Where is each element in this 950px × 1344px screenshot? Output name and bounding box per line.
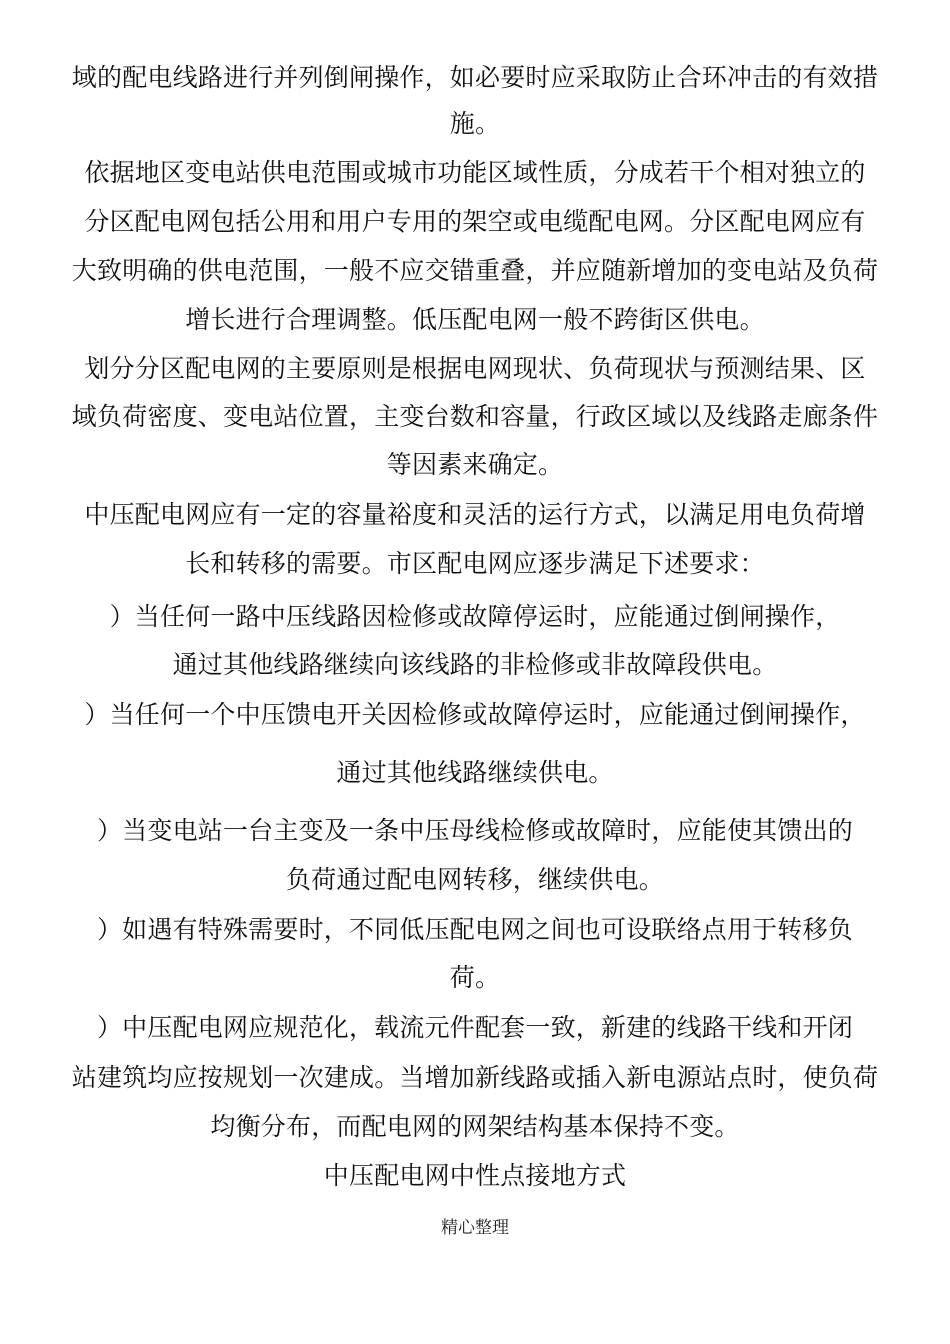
text-line: 均衡分布，而配电网的网架结构基本保持不变。 (210, 1112, 740, 1141)
text-line: 大致明确的供电范围，一般不应交错重叠，并应随新增加的变电站及负荷 (71, 256, 879, 285)
section-heading: 中压配电网中性点接地方式 (323, 1161, 627, 1190)
page-footer: 精心整理 (441, 1218, 509, 1238)
text-line: 等因素来确定。 (386, 450, 564, 479)
text-line: 划分分区配电网的主要原则是根据电网现状、负荷现状与预测结果、区 (84, 354, 866, 383)
text-line: 分区配电网包括公用和用户专用的架空或电缆配电网。分区配电网应有 (84, 207, 866, 236)
text-line: 站建筑均应按规划一次建成。当增加新线路或插入新电源站点时，使负荷 (71, 1063, 879, 1092)
text-line: ）如遇有特殊需要时，不同低压配电网之间也可设联络点用于转移负 (96, 915, 853, 944)
text-line: ）当任何一个中压馈电开关因检修或故障停运时，应能通过倒闸操作， (84, 700, 866, 729)
text-line: ）当任何一路中压线路因检修或故障停运时，应能通过倒闸操作， (109, 602, 841, 631)
text-line: 中压配电网应有一定的容量裕度和灵活的运行方式，以满足用电负荷增 (84, 500, 866, 529)
text-line: 增长进行合理调整。低压配电网一般不跨街区供电。 (185, 305, 765, 334)
text-line: 域的配电线路进行并列倒闸操作，如必要时应采取防止合环冲击的有效措 (71, 63, 879, 92)
text-line: 依据地区变电站供电范围或城市功能区域性质，分成若干个相对独立的 (84, 158, 866, 187)
text-line: 域负荷密度、变电站位置，主变台数和容量，行政区域以及线路走廊条件 (71, 402, 879, 431)
text-line: ）当变电站一台主变及一条中压母线检修或故障时，应能使其馈出的 (96, 816, 853, 845)
text-line: 通过其他线路继续供电。 (336, 758, 614, 787)
text-line: 施。 (449, 109, 501, 138)
text-line: 负荷通过配电网转移，继续供电。 (285, 865, 664, 894)
text-line: 通过其他线路继续向该线路的非检修或非故障段供电。 (172, 650, 778, 679)
text-line: 荷。 (449, 963, 501, 992)
text-line: ）中压配电网应规范化，载流元件配套一致，新建的线路干线和开闭 (96, 1013, 853, 1042)
text-line: 长和转移的需要。市区配电网应逐步满足下述要求： (185, 549, 765, 578)
